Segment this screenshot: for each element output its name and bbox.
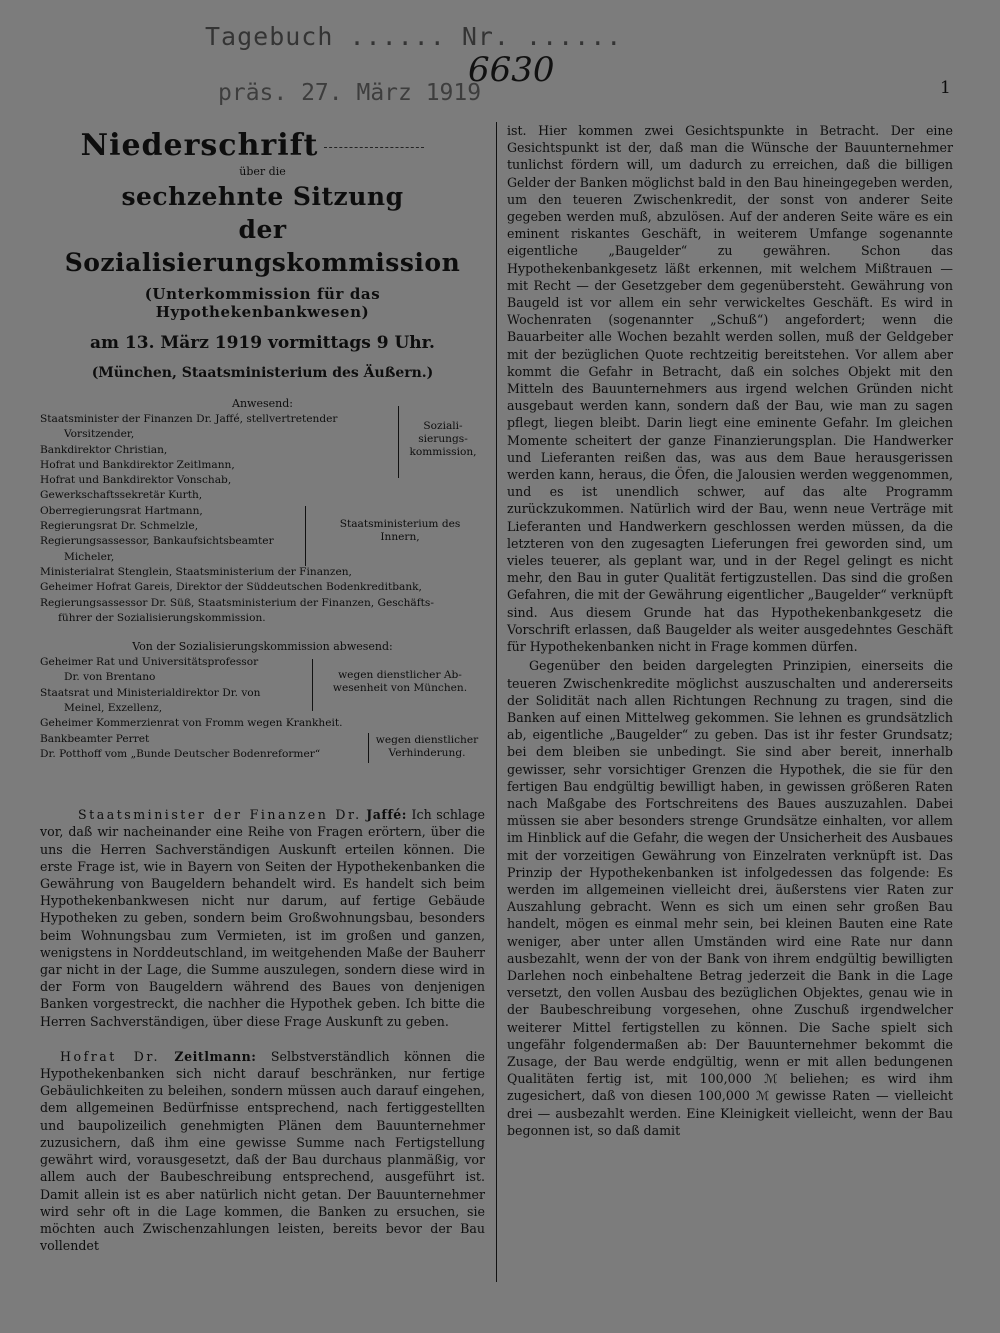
absent-heading: Von der Sozialisierungskommission abwesend: bbox=[132, 640, 393, 654]
statement-text: Ich schlage vor, daß wir nacheinander eine Reihe von Fragen erörtern, über die uns die Herren Sachverständigen Auskunft erteilen können. Die erste Frage ist, wie in Bayern von Seiten der Hypothekenbanken die Gewährung von Baugeldern behandelt wird. Es handelt sich beim Hypothekenbankwesen nicht nur darum, auf fertige Gebäude Hypotheken zu geben, sondern beim Großwohnungsbau, besonders beim Wohnungsbau zum Vermieten, ist im großen und ganzen, wenigstens in Norddeutschland, im weitgehenden Maße der Bauherr gar nicht in der Lage, die Summe auszulegen, sondern diese wird in der Form von Baugeldern während des Baues von denjenigen Banken vorgestreckt, die nachher die Hypothek geben. Ich bitte die Herren Sachverständigen, über diese Frage Auskunft zu geben. bbox=[40, 807, 485, 1029]
register-number: 6630 bbox=[468, 50, 555, 90]
page-number: 1 bbox=[940, 78, 951, 98]
absentee-line: Dr. von Brentano bbox=[64, 671, 156, 684]
session-place: (München, Staatsministerium des Äußern.) bbox=[91, 365, 434, 381]
session-title: sechzehnte Sitzung bbox=[121, 182, 404, 211]
attendee-line: Staatsminister der Finanzen Dr. Jaffé, stellvertretender bbox=[40, 413, 338, 425]
session-date: am 13. März 1919 vormittags 9 Uhr. bbox=[90, 333, 435, 353]
left-column bbox=[40, 122, 485, 1267]
attendee-line: Regierungsassessor, Bankaufsichtsbeamter bbox=[40, 535, 274, 548]
register-stamp-line2: präs. 27. März 1919 bbox=[218, 80, 482, 106]
attendee-line: Gewerkschaftssekretär Kurth, bbox=[40, 489, 203, 502]
statement-continuation: ist. Hier kommen zwei Gesichtspunkte in Betracht. Der eine Gesichtspunkt ist der, daß man die Wünsche der Bauunternehmer tunlichst fördern will, um dadurch zu erreichen, daß die billigen Gelder der Banken möglichst bald in den Bau hineingegeben werden, um den teueren Zwischenkredit, der sonst von anderer Seite gegeben werden muß, abzulösen. Auf der anderen Seite wäre es ein eminent riskantes Geschäft, in weiterem Umfange sogenannte eigentliche „Baugelder“ zu gewähren. Schon das Hypothekenbankgesetz läßt erkennen, mit welchem Mißtrauen — mit Recht — der Gesetzgeber dem gegenübersteht. Gewährung von Baugeld ist vor allem ein sehr verwickeltes Geschäft. Es wird in Wochenraten (sogenannter „Schuß“) angefordert; wenn die Bauarbeiter alle Wochen bezahlt werden sollen, muß der Geldgeber mit der bezüglichen Quote rechtzeitig bereitstehen. Vor allem aber kommt die Gefahr in Betracht, daß ein solches Objekt mit den Mitteln des Bauunternehmers aus irgend welchen Gründen nicht ausgebaut werden kann, sondern daß der Bau, wie man zu sagen pflegt, liegen bleibt. Darin liegt eine eminente Gefahr. Im gleichen Momente scheitert der ganze Finanzierungsplan. Die Handwerker und Lieferanten reißen das, was aus dem Baue herausgerissen werden kann, heraus, die Öfen, die Jalousien werden weggenommen, und es ist unendlich schwer, auf das alte Programm zurückzukommen. Natürlich wird der Bau, wenn neue Verträge mit Lieferanten und Handwerkern geschlossen werden müssen, da die letzteren von den zugesagten Lieferungen frei geworden sind, um vieles teuerer, als geplant war, und in der Regel gelingt es nicht mehr, den Bau in guter Qualität fertigzustellen. Das sind die großen Gefahren, die mit der Gewährung eigentlicher „Baugelder“ verknüpft sind. Aus diesem Grunde hat das Hypothekenbankgesetz die Vorschrift erlassen, daß Baugelder als weiter ausgedehntes Geschäft für Hypothekenbanken nicht in Frage kommen dürfen. bbox=[507, 123, 953, 655]
group-label-absent-hindered: wegen dienstlicher Verhinderung. bbox=[375, 734, 479, 760]
attendee-line: Geheimer Hofrat Gareis, Direktor der Süddeutschen Bodenkreditbank, bbox=[40, 581, 422, 594]
statement-text: Selbstverständlich können die Hypothekenbanken sich nicht darauf beschränken, nur fertige Gebäulichkeiten zu beleihen, sondern müssen auch darauf eingehen, dem allgemeinen Bedürfnisse entsprechend, nach fertiggestellten und baupolizeilich genehmigten Plänen dem Bauunternehmer zuzusichern, daß ihm eine gewisse Summe nach Fertigstellung gewährt wird, vorausgesetzt, daß der Bau durchaus planmäßig, vor allem auch der Baubeschreibung entsprechend, ausgeführt ist. Damit allein ist es aber natürlich nicht getan. Der Bauunternehmer wird sehr oft in die Lage kommen, die Banken zu ersuchen, sie möchten auch Zwischenzahlungen leisten, bereits bevor der Bau vollendet bbox=[40, 1048, 485, 1254]
speaker-title: Staatsminister der Finanzen Dr. bbox=[78, 807, 362, 823]
subcommission-title: (Unterkommission für das Hypothekenbankwesen) bbox=[144, 285, 381, 321]
right-column bbox=[507, 122, 953, 1139]
group-brace bbox=[312, 659, 313, 711]
present-heading: Anwesend: bbox=[232, 397, 293, 410]
title-connector: über die bbox=[239, 165, 286, 178]
speaker-title: Hofrat Dr. bbox=[60, 1048, 160, 1064]
absentee-line: Bankbeamter Perret bbox=[40, 732, 150, 745]
group-brace bbox=[305, 506, 306, 566]
group-brace bbox=[368, 733, 369, 763]
register-stamp-line1: Tagebuch ...... Nr. ...... bbox=[205, 22, 623, 51]
attendee-line: Regierungsassessor Dr. Süß, Staatsministerium der Finanzen, Geschäfts- bbox=[40, 596, 434, 609]
commission-title: der Sozialisierungskommission bbox=[64, 215, 461, 277]
attendee-line: führer der Sozialisierungskommission. bbox=[58, 611, 266, 624]
attendee-line: Hofrat und Bankdirektor Vonschab, bbox=[40, 474, 232, 487]
group-label-absent-official: wegen dienstlicher Ab- wesenheit von München. bbox=[332, 669, 468, 695]
group-label-ministry-interior: Staatsministerium des Innern, bbox=[339, 518, 461, 543]
group-brace bbox=[398, 406, 399, 478]
speaker-name: Jaffé: bbox=[366, 807, 407, 823]
statement-zeitlmann bbox=[40, 1048, 485, 1254]
attendee-line: Micheler, bbox=[64, 550, 115, 563]
present-list bbox=[40, 412, 485, 626]
attendee-line: Ministerialrat Stenglein, Staatsministerium der Finanzen, bbox=[40, 565, 352, 578]
absentee-line: Meinel, Exzellenz, bbox=[64, 702, 163, 715]
absent-list bbox=[40, 655, 485, 762]
group-label-commission: Soziali- sierungs- kommission, bbox=[409, 420, 477, 458]
document-title: Niederschrift bbox=[20, 128, 485, 163]
absentee-line: Staatsrat und Ministerialdirektor Dr. von bbox=[40, 686, 261, 699]
attendee-line: Hofrat und Bankdirektor Zeitlmann, bbox=[40, 458, 235, 471]
speaker-name: Zeitlmann: bbox=[174, 1048, 257, 1064]
column-divider bbox=[496, 122, 497, 1282]
attendee-line: Bankdirektor Christian, bbox=[40, 443, 168, 456]
statement-jaffe bbox=[40, 806, 485, 1030]
absentee-line: Geheimer Rat und Universitätsprofessor bbox=[40, 656, 259, 669]
absentee-line: Geheimer Kommerzienrat von Fromm wegen Krankheit. bbox=[40, 717, 343, 730]
statement-continuation-2: Gegenüber den beiden dargelegten Prinzipien, einerseits die teueren Zwischenkredite möglichst auszuschalten und andererseits der Solidität nach allen Richtungen Rechnung zu tragen, sind die Banken auf einen Mittelweg gekommen. Sie lehnen es grundsätzlich ab, eigentliche „Baugelder“ zu geben. Das ist ihr fester Grundsatz; bei dem bleiben sie unbedingt. Sie sind aber bereit, innerhalb gewisser, sehr vorsichtiger Grenzen die Hypothek, die sie für den fertigen Bau endgültig bewilligt haben, in gewissen größeren Raten nach Maßgabe des Fortschreitens des Baues auszuzahlen. Dabei müssen sie aber besonders strenge Grundsätze einhalten, vor allem im Hinblick auf die Gefahr, die wegen der Unsicherheit des Ausbaues mit der vorzeitigen Gewährung von Einzelraten verknüpft ist. Das Prinzip der Hypothekenbanken ist infolgedessen das folgende: Es werden im allgemeinen vielleicht drei, äußerstens vier Raten zur Auszahlung gebracht. Wenn es sich um einen sehr großen Bau handelt, mögen es einmal mehr sein, bei kleinen Bauten eine Rate weniger, aber unter allen Umständen wird eine Rate nur dann ausbezahlt, wenn der von der Bank von ihrem endgültig bewilligten Darlehen noch einbehaltene Betrag jederzeit die Bank in die Lage versetzt, den vollen Ausbau des bezüglichen Objektes, genau wie in der Baubeschreibung vorgesehen, ohne Zuschuß irgendwelcher weiterer Mittel fertigstellen zu können. Die Sache spielt sich ungefähr folgendermaßen ab: Der Bauunternehmer bekommt die Zusage, der Bau werde endgültig, wenn er mit allen bedungenen Qualitäten fertig ist, mit 100,000 ℳ beliehen; es wird ihm zugesichert, daß von diesen 100,000 ℳ gewisse Raten — vielleicht drei — ausbezahlt werden. Eine Kleinigkeit vielleicht, wenn der Bau begonnen ist, so daß damit bbox=[507, 658, 953, 1138]
attendee-line: Oberregierungsrat Hartmann, bbox=[40, 504, 203, 517]
absentee-line: Dr. Potthoff vom „Bunde Deutscher Bodenreformer“ bbox=[40, 747, 321, 760]
attendee-line: Vorsitzender, bbox=[64, 428, 135, 441]
attendee-line: Regierungsrat Dr. Schmelzle, bbox=[40, 520, 199, 533]
